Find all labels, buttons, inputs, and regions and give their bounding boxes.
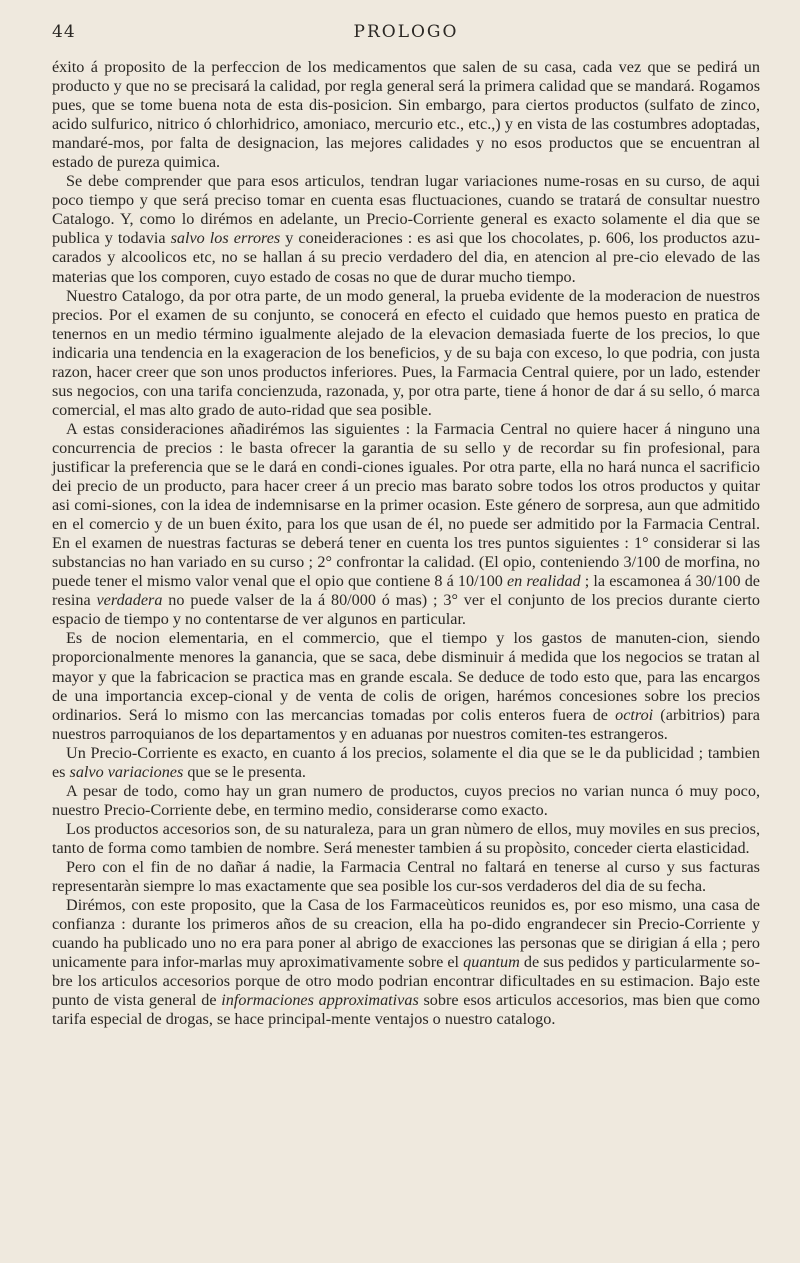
paragraph — [52, 172, 760, 286]
text-run: Se debe comprender que para esos articulos, tendran lugar variaciones nume-rosas en su curso, de aqui poco tiempo y que será preciso tomar en cuenta esas fluctuaciones, cuando se tratará de consultar nuestro Catalogo. Y, como lo dirémos en adelante, un Precio-Corriente general es exacto solamente el dia que se publica y todavia — [52, 172, 760, 248]
italic-text: en realidad — [507, 572, 581, 591]
text-run: que se le presenta. — [183, 762, 306, 781]
text-run: Un Precio-Corriente es exacto, en cuanto á los precios, solamente el dia que se le da publicidad ; tambien es — [52, 743, 760, 781]
paragraph — [52, 629, 760, 743]
text-run: éxito á proposito de la perfeccion de los medicamentos que salen de su casa, cada vez que se pedirá un producto y que no se precisará la calidad, por regla general será la primera calidad que se mandará. Rogamos pues, que se tome buena nota de esta dis-posicion. Sin embargo, para ciertos productos (sulfato de zinco, acido sulfurico, nitrico ó chlorhidrico, amoniaco, mercurio etc., etc.,) y en vista de las costumbres adoptadas, mandaré-mos, por falta de designacion, las mejores calidades y no esos productos que se encuentran al estado de pureza quimica. — [52, 58, 760, 172]
italic-text: informaciones approximativas — [221, 991, 419, 1010]
paragraph — [52, 820, 760, 858]
text-run: Pero con el fin de no dañar á nadie, la Farmacia Central no faltará en tenerse al curso y sus facturas representaràn siempre lo mas exactamente que sea posible los cur-sos verdaderos del dia de su fecha. — [52, 857, 760, 896]
text-run: A pesar de todo, como hay un gran numero de productos, cuyos precios no varian nunca ó muy poco, nuestro Precio-Corriente debe, en termino medio, considerarse como exacto. — [52, 781, 760, 819]
paragraph — [52, 782, 760, 820]
paragraph — [52, 287, 760, 420]
text-run: no puede valser de la á 80/000 ó mas) ; 3° ver el conjunto de los precios durante cierto espacio de tiempo y no contentarse de ver algunos en particular. — [52, 591, 760, 629]
text-run: y coneideraciones : es asi que los chocolates, p. 606, los productos azu-carados y alcoolicos etc, no se hallan á su precio verdadero del dia, en atencion al pre-cio elevado de las materias que los comporen, cuyo estado de cosas no que de durar mucho tiempo. — [52, 229, 760, 286]
text-run: sobre esos articulos accesorios, mas bien que como tarifa especial de drogas, se hace principal-mente ventajos o nuestro catalogo. — [52, 991, 761, 1029]
text-run: A estas consideraciones añadirémos las siguientes : la Farmacia Central no quiere hacer á ninguno una concurrencia de precios : le basta ofrecer la garantia de su sello y de recordar su fin profesional, para justificar la preferencia que se le dará en condi-ciones iguales. Por otra parte, ella no hará nunca el sacrificio dei precio de un producto, para hacer creer á un precio mas barato sobre todos los otros productos y quitar asi comi-siones, con la idea de indemnisarse en la primer ocasion. Este género de sorpresa, aun que admitido en el comercio y de un buen éxito, para los que usan de él, no puede ser admitido por la Farmacia Central. En el examen de nuestras facturas se deberá tener en cuenta los tres puntos siguientes : 1° considerar si las substancias no han variado en su curso ; 2° confrontar la calidad. (El opio, conteniendo 3/100 de morfina, no puede tener el mismo valor venal que el opio que contiene 8 á 10/100 — [52, 419, 760, 591]
text-run: Dirémos, con este proposito, que la Casa de los Farmaceùticos reunidos es, por eso mismo, una casa de confianza : durante los primeros años de su creacion, ella ha po-dido engrandecer sin Precio-Corriente y cuando ha publicado uno no era para poner al abrigo de exacciones las personas que se dirigian á ella ; pero unicamente para infor-marlas muy aproximativamente sobre el — [52, 896, 760, 972]
text-run: (arbitrios) para nuestros parroquianos de los departamentos y en aduanas por nuestros comiten-tes estrangeros. — [52, 705, 760, 743]
italic-text: salvo variaciones — [69, 762, 184, 781]
paragraph — [52, 896, 760, 1029]
italic-text: quantum — [463, 953, 520, 972]
text-run: ; la escamonea á 30/100 de resina — [52, 572, 760, 610]
page-number: 44 — [52, 22, 76, 42]
italic-text: salvo los errores — [170, 229, 281, 248]
paragraph — [52, 58, 760, 172]
text-run: Es de nocion elementaria, en el commercio, que el tiempo y los gastos de manuten-cion, siendo proporcionalmente menores la ganancia, que se saca, debe disminuir á medida que los negocios se tratan al mayor y que la fabricacion se practica mas en grande escala. Se deduce de todo esto que, para las encargos de una importancia excep-cional y de venta de colis de origen, harémos concesiones sobre los precios ordinarios. Será lo mismo con las mercancias tomadas por colis enteros fuera de — [52, 629, 760, 724]
running-title: PROLOGO — [353, 22, 459, 42]
paragraph — [52, 858, 760, 896]
text-run: de sus pedidos y particularmente so-bre los articulos accesorios porque de otro modo podrian encontrar dificultades en su estimacion. Bajo este punto de vista general de — [52, 953, 760, 1010]
text-run: Nuestro Catalogo, da por otra parte, de un modo general, la prueba evidente de la moderacion de nuestros precios. Por el examen de su conjunto, se conocerá en efecto el cuidado que hemos puesto en pratica de tenernos en un medio término igualmente alejado de la elevacion demasiada fuerte de los precios, lo que indicaria una tendencia en la exageracion de los beneficios, y de su baja con exceso, lo que podria, con justa razon, hacer creer que son unos productos inferiores. Pues, la Farmacia Central quiere, por un lado, estender sus negocios, con una tarifa concienzuda, razonada, y, por otra parte, tiene á honor de dar á su sello, ó marca comercial, el mas alto grado de auto-ridad que sea posible. — [52, 286, 760, 419]
text-run: Los productos accesorios son, de su naturaleza, para un gran nùmero de ellos, muy moviles en sus precios, tanto de forma como tambien de nombre. Será menester tambien á su propòsito, conceder cierta elasticidad. — [52, 819, 760, 857]
paragraph — [52, 420, 760, 630]
italic-text: octroi — [615, 705, 654, 724]
page-header — [52, 22, 760, 58]
body-text — [52, 58, 760, 1029]
italic-text: verdadera — [96, 591, 163, 610]
paragraph — [52, 744, 760, 782]
